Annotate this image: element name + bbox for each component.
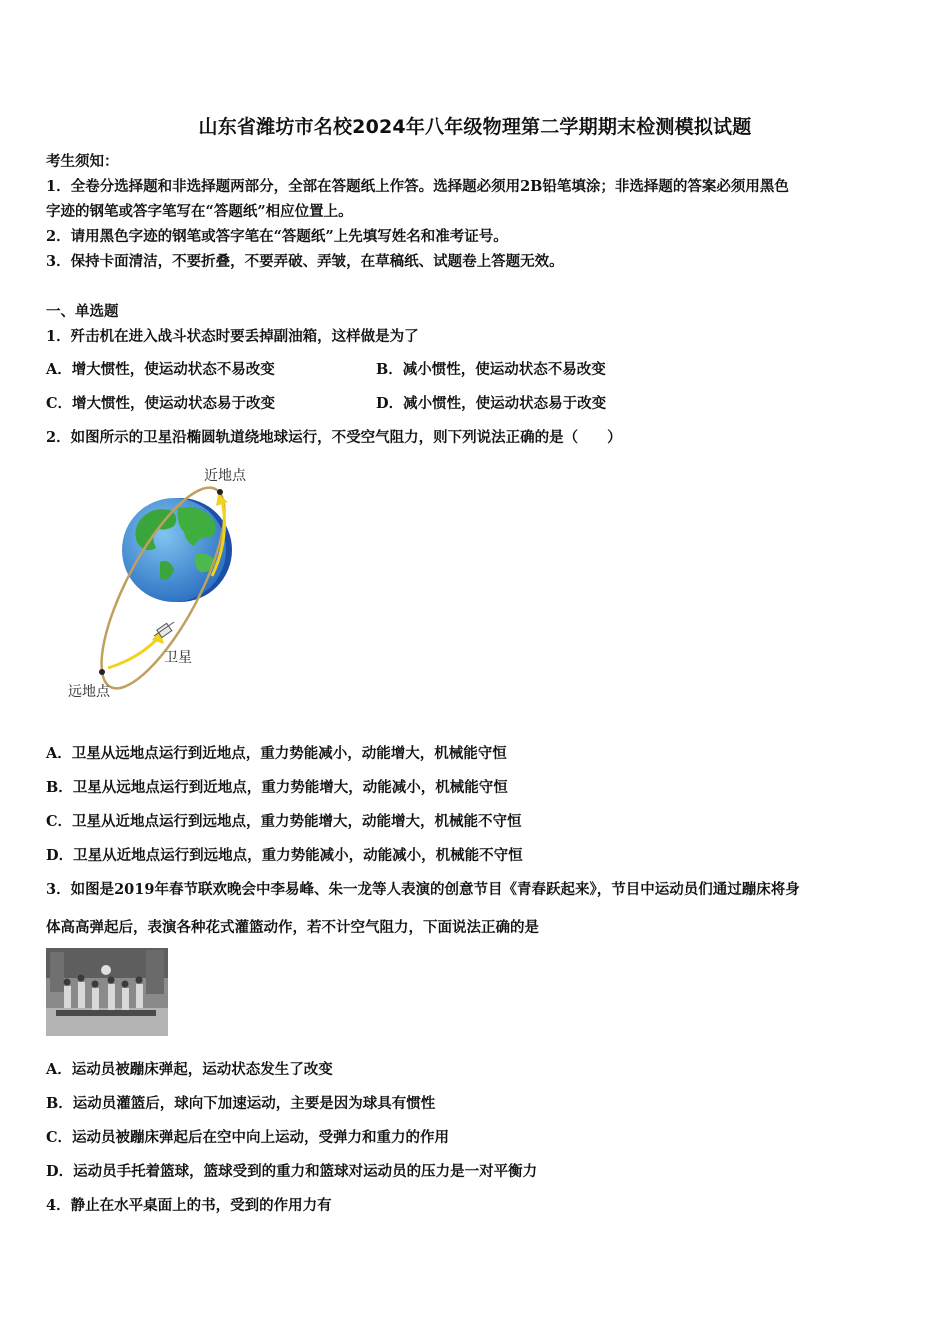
q1-option-d: D．减小惯性，使运动状态易于改变 <box>376 395 607 412</box>
perigee-point <box>217 489 223 495</box>
q3-option-d: D．运动员手托着篮球，篮球受到的重力和篮球对运动员的压力是一对平衡力 <box>46 1163 538 1180</box>
satellite-label: 卫星 <box>164 650 192 666</box>
q3-option-c: C．运动员被蹦床弹起后在空中向上运动，受弹力和重力的作用 <box>46 1129 450 1146</box>
apogee-label: 远地点 <box>68 684 110 700</box>
question-2-stem: 2．如图所示的卫星沿椭圆轨道绕地球运行，不受空气阻力，则下列说法正确的是（ ） <box>46 429 622 446</box>
q1-option-a: A．增大惯性，使运动状态不易改变 <box>46 361 275 378</box>
perigee-label: 近地点 <box>204 468 246 484</box>
q1-option-b: B．减小惯性，使运动状态不易改变 <box>376 361 606 378</box>
notice-item: 2．请用黑色字迹的钢笔或答字笔在“答题纸”上先填写姓名和准考证号。 <box>46 228 508 245</box>
notice-item: 字迹的钢笔或答字笔写在“答题纸”相应位置上。 <box>46 203 353 220</box>
q2-option-c: C．卫星从近地点运行到远地点，重力势能增大，动能增大，机械能不守恒 <box>46 813 522 830</box>
q2-option-b: B．卫星从远地点运行到近地点，重力势能增大，动能减小，机械能守恒 <box>46 779 508 796</box>
q2-option-d: D．卫星从近地点运行到远地点，重力势能减小，动能减小，机械能不守恒 <box>46 847 523 864</box>
question-3-stem-cont: 体高高弹起后，表演各种花式灌篮动作，若不计空气阻力，下面说法正确的是 <box>46 919 539 936</box>
q3-option-a: A．运动员被蹦床弹起，运动状态发生了改变 <box>46 1061 333 1078</box>
section-heading: 一、单选题 <box>46 303 119 320</box>
q1-option-c: C．增大惯性，使运动状态易于改变 <box>46 395 276 412</box>
page-title: 山东省潍坊市名校2024年八年级物理第二学期期末检测模拟试题 <box>198 116 752 138</box>
q2-option-a: A．卫星从远地点运行到近地点，重力势能减小，动能增大，机械能守恒 <box>46 745 507 762</box>
notice-item: 3．保持卡面清洁，不要折叠，不要弄破、弄皱，在草稿纸、试题卷上答题无效。 <box>46 253 564 270</box>
performance-photo <box>46 948 168 1036</box>
question-3-stem: 3．如图是2019年春节联欢晚会中李易峰、朱一龙等人表演的创意节目《青春跃起来》，节目中运动员们通过蹦床将身 <box>46 881 800 898</box>
satellite-orbit-figure <box>60 458 270 708</box>
question-4-stem: 4．静止在水平桌面上的书，受到的作用力有 <box>46 1197 332 1214</box>
notice-heading: 考生须知： <box>46 153 119 170</box>
apogee-point <box>99 669 105 675</box>
notice-item: 1．全卷分选择题和非选择题两部分，全部在答题纸上作答。选择题必须用2B铅笔填涂；非选择题的答案必须用黑色 <box>46 178 789 195</box>
q3-option-b: B．运动员灌篮后，球向下加速运动，主要是因为球具有惯性 <box>46 1095 436 1112</box>
question-1-stem: 1．歼击机在进入战斗状态时要丢掉副油箱，这样做是为了 <box>46 328 419 345</box>
orbit-arrow <box>108 636 160 668</box>
